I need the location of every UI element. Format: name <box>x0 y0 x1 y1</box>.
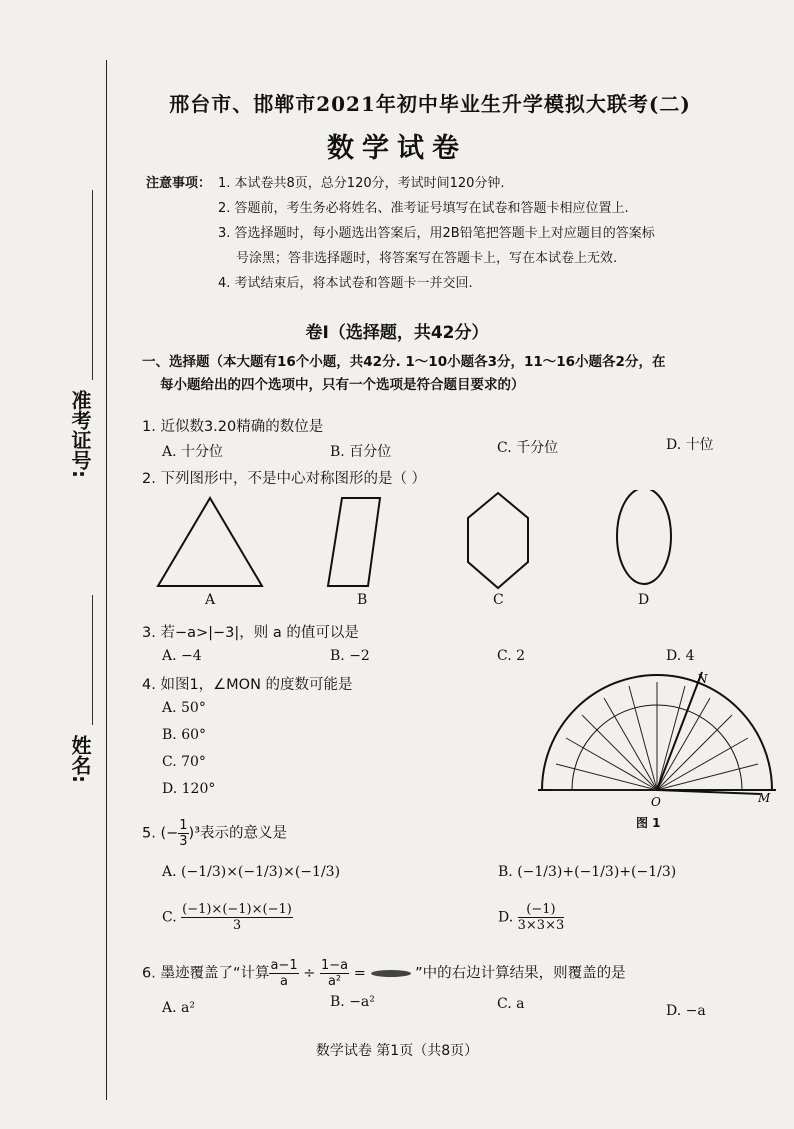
divide-sign: ÷ <box>303 965 316 982</box>
q5-option-c <box>162 902 293 933</box>
note-item-1: 1. 本试卷共8页，总分120分，考试时间120分钟. <box>218 176 505 191</box>
q4-option-d: D. 120° <box>162 781 216 797</box>
note-item-4: 4. 考试结束后，将本试卷和答题卡一并交回. <box>218 276 473 291</box>
binding-line <box>106 60 107 1100</box>
q4-option-c: C. 70° <box>162 754 206 770</box>
q5-option-a: A. (−1/3)×(−1/3)×(−1/3) <box>162 864 341 880</box>
q4-stem: 4. 如图1，∠MON 的度数可能是 <box>142 677 353 693</box>
ink-blot <box>371 970 411 977</box>
q5-stem-fraction: $\frac{1}{3}$ <box>179 818 188 849</box>
q3-stem: 3. 若−a>|−3|，则 a 的值可以是 <box>142 625 359 641</box>
exam-title: 邢台市、邯郸市2021年初中毕业生升学模拟大联考(二) <box>169 92 691 116</box>
section-header-line2: 每小题给出的四个选项中，只有一个选项是符合题目要求的） <box>160 377 525 393</box>
exam-id-label: 准考证号: <box>68 390 92 478</box>
q5-option-d-fraction: $\frac{(-1)}{3\times 3\times 3}$ <box>517 902 565 933</box>
point-o-label: O <box>651 795 661 809</box>
equals-sign: = <box>353 965 366 982</box>
section-header-line1: 一、选择题（本大题有16个小题，共42分. 1～10小题各3分，11～16小题各2分，在 <box>142 354 666 370</box>
protractor-figure <box>530 668 780 818</box>
q6-stem-prefix: 6. 墨迹覆盖了“计算 <box>142 965 270 982</box>
q1-option-a: A. 十分位 <box>162 444 224 460</box>
ray-on <box>657 672 702 790</box>
name-blank <box>92 595 93 725</box>
q3-option-d: D. 4 <box>666 648 695 664</box>
q3-option-a: A. −4 <box>162 648 202 664</box>
note-item-3-cont: 号涂黑；答非选择题时，将答案写在答题卡上，写在本试卷上无效. <box>236 251 618 266</box>
q6-option-b: B. −a² <box>330 994 375 1010</box>
q5-option-b: B. (−1/3)+(−1/3)+(−1/3) <box>498 864 677 880</box>
q4-option-a: A. 50° <box>162 700 206 716</box>
q2-label-d: D <box>638 592 650 608</box>
ellipse-shape <box>617 490 671 584</box>
q5-option-c-fraction: $\frac{(-1)\times(-1)\times(-1)}{3}$ <box>182 902 292 933</box>
note-item-3: 3. 答选择题时，每小题选出答案后，用2B铅笔把答题卡上对应题目的答案标 <box>218 226 655 241</box>
q5-option-d-label: D. <box>498 909 514 926</box>
q6-fraction-2: $\frac{1-a}{\text{a²}}$ <box>320 958 349 989</box>
q6-stem-suffix: ”中的右边计算结果，则覆盖的是 <box>415 965 626 982</box>
q2-figures <box>150 490 690 610</box>
hexagon-shape <box>468 493 528 588</box>
q5-stem <box>142 818 287 849</box>
q3-option-b: B. −2 <box>330 648 370 664</box>
q1-option-d: D. 十位 <box>666 437 714 453</box>
q2-label-b: B <box>357 592 368 608</box>
note-item-2: 2. 答题前，考生务必将姓名、准考证号填写在试卷和答题卡相应位置上. <box>218 201 629 216</box>
q5-stem-prefix: 5. (− <box>142 825 179 842</box>
q6-option-c: C. a <box>497 996 525 1012</box>
q2-stem: 2. 下列图形中，不是中心对称图形的是（ ） <box>142 471 427 487</box>
q2-label-a: A <box>205 592 216 608</box>
q6-option-a: A. a² <box>162 1000 195 1016</box>
q5-stem-suffix: )³表示的意义是 <box>188 825 288 842</box>
point-m-label: M <box>758 791 771 805</box>
name-label: 姓名: <box>68 735 92 783</box>
q5-option-d <box>498 902 564 933</box>
q4-option-b: B. 60° <box>162 727 207 743</box>
part1-title: 卷Ⅰ（选择题，共42分） <box>305 323 489 343</box>
point-n-label: N <box>697 672 708 686</box>
figure-1-caption: 图 1 <box>636 816 661 830</box>
exam-subject: 数学试卷 <box>327 133 467 164</box>
page-footer: 数学试卷 第1页（共8页） <box>315 1043 479 1059</box>
q1-option-c: C. 千分位 <box>497 440 559 456</box>
q6-fraction-1: $\frac{a-1}{a}$ <box>270 958 298 989</box>
q1-stem: 1. 近似数3.20精确的数位是 <box>142 419 324 435</box>
q3-option-c: C. 2 <box>497 648 526 664</box>
exam-id-blank <box>92 190 93 380</box>
triangle-shape <box>158 498 262 586</box>
notes-label: 注意事项： <box>146 176 212 191</box>
q6-stem <box>142 958 626 989</box>
q1-option-b: B. 百分位 <box>330 444 392 460</box>
parallelogram-shape <box>328 498 380 586</box>
q6-option-d: D. −a <box>666 1003 706 1019</box>
q5-option-c-label: C. <box>162 909 177 926</box>
q2-label-c: C <box>493 592 504 608</box>
